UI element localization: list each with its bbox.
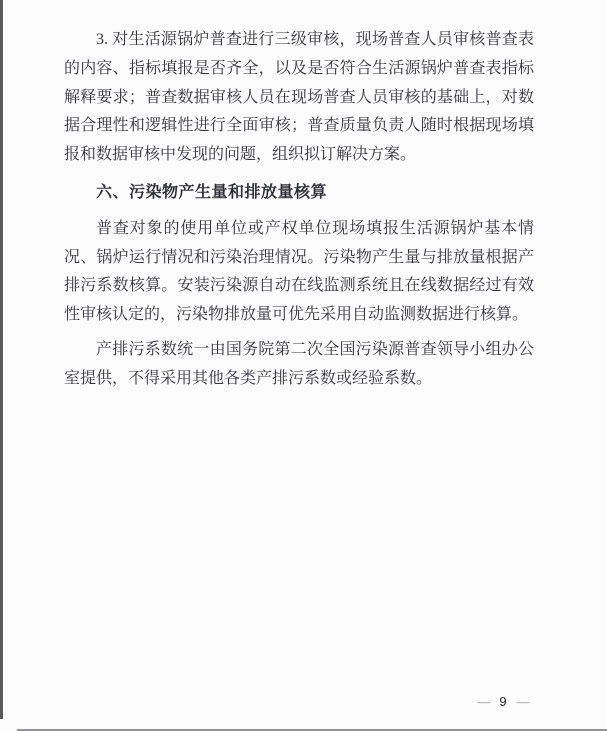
section-heading-6: 六、污染物产生量和排放量核算 [96, 183, 328, 201]
paragraph-accounting-method: 普查对象的使用单位或产权单位现场填报生活源锅炉基本情况、锅炉运行情况和污染治理情况。污染物产生量与排放量根据产排污系数核算。安装污染源自动在线监测系统且在线数据经过有效性审核认定的，污染物排放量可优先采用自动监测数据进行核算。 [64, 219, 534, 324]
page-left-edge-line [0, 0, 3, 719]
page-number-footer [464, 694, 542, 710]
page-number: 9 [499, 694, 507, 709]
paragraph-item-3-audit: 3. 对生活源锅炉普查进行三级审核，现场普查人员审核普查表的内容、指标填报是否齐全，以及是否符合生活源锅炉普查表指标解释要求；普查数据审核人员在现场普查人员审核的基础上，对数据合理性和逻辑性进行全面审核；普查质量负责人随时根据现场填报和数据审核中发现的问题，组织拟订解决方案。 [64, 31, 534, 164]
page-number-dash-left: — [477, 694, 490, 709]
document-body [64, 26, 534, 394]
page-number-dash-right: — [516, 694, 529, 709]
paragraph-coefficient-source: 产排污系数统一由国务院第二次全国污染源普查领导小组办公室提供，不得采用其他各类产排污系数或经验系数。 [64, 340, 534, 387]
